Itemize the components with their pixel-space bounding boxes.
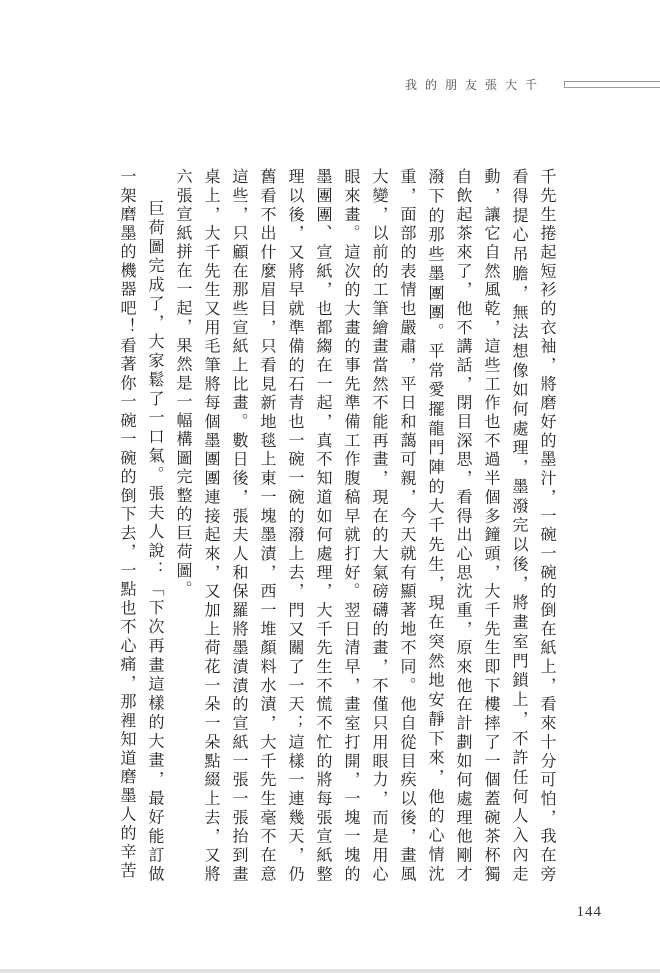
page-number: 144 xyxy=(576,904,602,920)
running-head xyxy=(0,78,660,96)
body-text xyxy=(102,168,560,884)
paragraph: 巨荷圖完成了，大家鬆了一口氣。張夫人說：「下次再畫這樣的大畫，最好能訂做一架磨墨的機器吧！看著你一碗一碗的倒下去，一點也不心痛，那裡知道磨墨人的辛苦 xyxy=(118,168,163,884)
header-rule xyxy=(564,81,660,88)
paragraph: 千先生捲起短衫的衣袖，將磨好的墨汁，一碗一碗的倒在紙上，看來十分可怕，我在旁看得提心吊膽，無法想像如何處理，墨潑完以後，將畫室門鎖上，不許任何人入內走動，讓它自然風乾，這些工作也不過半個多鐘頭，大千先生即下樓摔了一個蓋碗茶杯獨自飲起茶來了，他不講話，閉目深思，看得出心思沈重，原來他在計劃如何處理他剛才潑下的那些墨團團。平常愛擺龍門陣的大千先生，現在突然地安靜下來，他的心情沈重，面部的表情也嚴肅，平日和藹可親，今天就有顯著地不同。他自從目疾以後，畫風大變，以前的工筆繪畫當然不能再畫，現在的大氣磅礴的畫，不僅只用眼力，而是用心眼來畫。這次的大畫的事先準備工作腹稿早就打好。翌日清早，畫室打開，一塊一塊的墨團團、宣紙，也都縐在一起，真不知道如何處理，大千先生不慌不忙的將每張宣紙整理以後，又將早就準備的石青也一碗一碗的潑上去，門又關了一天；這樣一連幾天，仍舊看不出什麼眉目，只看見新地毯上東一塊墨漬，西一堆顏料水漬，大千先生毫不在意這些，只顧在那些宣紙上比畫。數日後，張夫人和保羅將墨漬漬的宣紙一張一張抬到畫桌上，大千先生又用毛筆將每個墨團團連接起來，又加上荷花一朵一朵點綴上去，又將六張宣紙拼在一起，果然是一幅構圖完整的巨荷圖。 xyxy=(174,168,555,884)
running-head-title: 我的朋友張大千 xyxy=(404,78,545,92)
